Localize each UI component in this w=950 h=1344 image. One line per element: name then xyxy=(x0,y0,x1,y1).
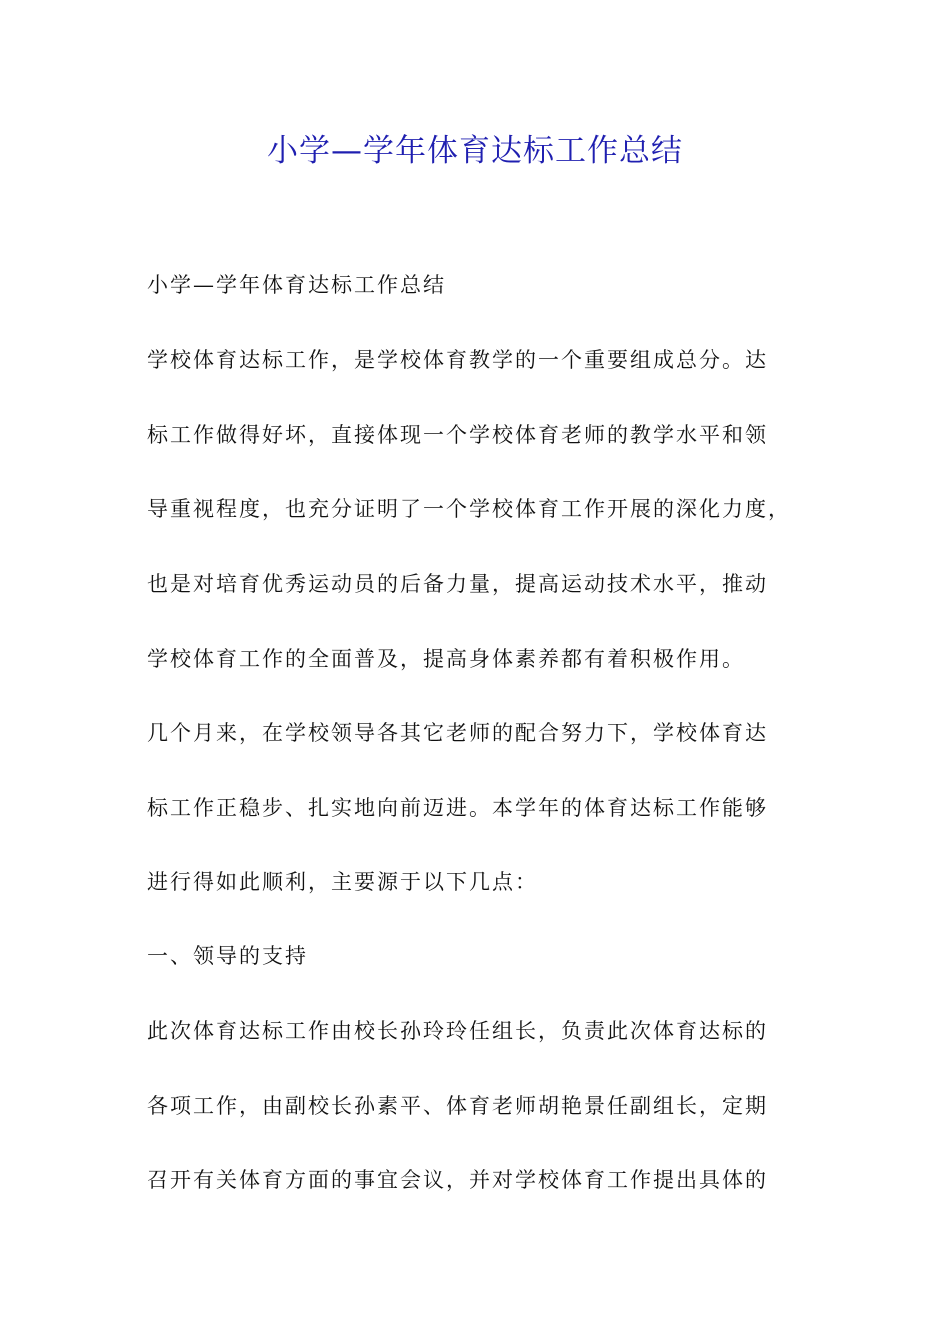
section-heading: 一、领导的支持 xyxy=(147,944,308,968)
paragraph-line: 标工作做得好坏，直接体现一个学校体育老师的教学水平和领 xyxy=(147,423,768,447)
paragraph-line: 此次体育达标工作由校长孙玲玲任组长，负责此次体育达标的 xyxy=(147,1019,768,1043)
document-title: 小学—学年体育达标工作总结 xyxy=(267,133,683,169)
subtitle-line: 小学—学年体育达标工作总结 xyxy=(147,273,446,297)
paragraph-line: 召开有关体育方面的事宜会议，并对学校体育工作提出具体的 xyxy=(147,1168,768,1192)
paragraph-line: 标工作正稳步、扎实地向前迈进。本学年的体育达标工作能够 xyxy=(147,796,768,820)
paragraph-line: 学校体育工作的全面普及，提高身体素养都有着积极作用。 xyxy=(147,647,745,671)
paragraph-line: 进行得如此顺利，主要源于以下几点： xyxy=(147,870,538,894)
paragraph-line: 各项工作，由副校长孙素平、体育老师胡艳景任副组长，定期 xyxy=(147,1094,768,1118)
paragraph-line: 也是对培育优秀运动员的后备力量，提高运动技术水平，推动 xyxy=(147,572,768,596)
paragraph-line: 几个月来，在学校领导各其它老师的配合努力下，学校体育达 xyxy=(147,721,768,745)
paragraph-line: 导重视程度，也充分证明了一个学校体育工作开展的深化力度， xyxy=(147,497,791,521)
paragraph-line: 学校体育达标工作，是学校体育教学的一个重要组成总分。达 xyxy=(147,348,768,372)
